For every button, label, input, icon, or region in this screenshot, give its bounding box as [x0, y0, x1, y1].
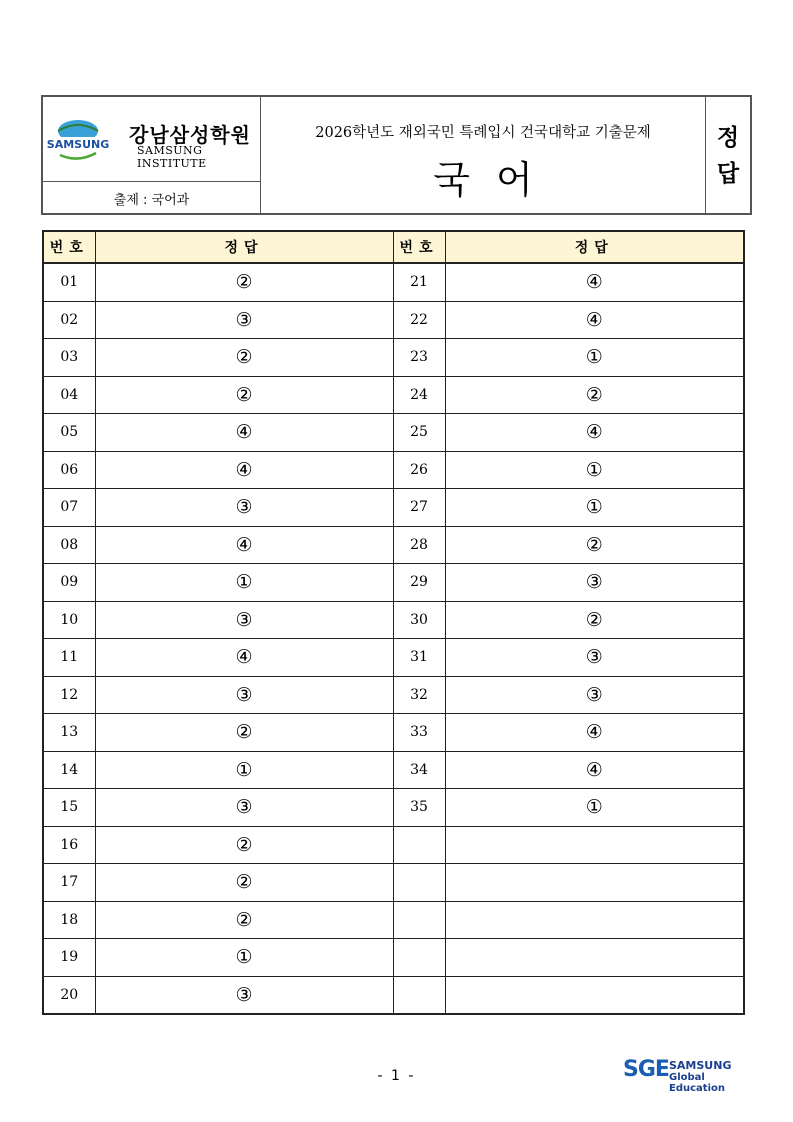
- answer-label-char-1: 정: [716, 125, 740, 151]
- answer: ③: [95, 489, 393, 527]
- question-number: 29: [393, 564, 445, 602]
- answer: [445, 901, 744, 939]
- answer: ①: [445, 451, 744, 489]
- table-row: [43, 526, 744, 564]
- table-row: [43, 826, 744, 864]
- question-number: 18: [43, 901, 95, 939]
- subject-title: 국어: [433, 158, 559, 202]
- answer: ②: [95, 864, 393, 902]
- answer: [445, 826, 744, 864]
- answer: ③: [445, 676, 744, 714]
- answer: [445, 939, 744, 977]
- answer: ④: [95, 526, 393, 564]
- exam-header: [41, 95, 752, 215]
- table-row: [43, 489, 744, 527]
- question-number: 20: [43, 976, 95, 1014]
- table-row: [43, 451, 744, 489]
- question-number: [393, 976, 445, 1014]
- column-header-answer-right: 정답: [445, 231, 744, 263]
- answer-key-label: [706, 97, 750, 215]
- answer: ④: [95, 639, 393, 677]
- question-number: 30: [393, 601, 445, 639]
- table-row: [43, 414, 744, 452]
- question-number: 10: [43, 601, 95, 639]
- question-number: 01: [43, 263, 95, 301]
- answer-rows: [43, 263, 744, 1014]
- table-row: [43, 676, 744, 714]
- answer: ①: [95, 564, 393, 602]
- sge-brand-line-1: SAMSUNG: [669, 1059, 732, 1072]
- question-number: 09: [43, 564, 95, 602]
- answer: ④: [445, 751, 744, 789]
- table-row: [43, 789, 744, 827]
- question-number: 17: [43, 864, 95, 902]
- page-number: - 1 -: [377, 1068, 416, 1084]
- question-number: 14: [43, 751, 95, 789]
- answer: ①: [95, 939, 393, 977]
- answer: ②: [445, 376, 744, 414]
- table-row: [43, 976, 744, 1014]
- question-number: 21: [393, 263, 445, 301]
- question-number: [393, 864, 445, 902]
- institute-logo-cell: [43, 97, 261, 182]
- answer: ③: [95, 976, 393, 1014]
- table-row: [43, 339, 744, 377]
- answer-label-char-2: 답: [716, 161, 740, 187]
- answer: ③: [445, 639, 744, 677]
- table-row: [43, 751, 744, 789]
- sge-logo: [623, 1057, 753, 1094]
- question-number: 02: [43, 301, 95, 339]
- question-number: [393, 901, 445, 939]
- author-label: 출제 : 국어과: [43, 182, 261, 215]
- table-row: [43, 901, 744, 939]
- table-row: [43, 376, 744, 414]
- table-row: [43, 601, 744, 639]
- question-number: 11: [43, 639, 95, 677]
- answer: ①: [445, 789, 744, 827]
- table-header-row: [43, 231, 744, 263]
- answer: ②: [445, 601, 744, 639]
- column-header-answer-left: 정답: [95, 231, 393, 263]
- question-number: [393, 939, 445, 977]
- answer: ②: [95, 901, 393, 939]
- question-number: 27: [393, 489, 445, 527]
- question-number: 25: [393, 414, 445, 452]
- question-number: 05: [43, 414, 95, 452]
- exam-title: 2026학년도 재외국민 특례입시 건국대학교 기출문제: [315, 125, 651, 141]
- answer: ④: [95, 451, 393, 489]
- answer: ③: [445, 564, 744, 602]
- question-number: 12: [43, 676, 95, 714]
- answer: ②: [95, 376, 393, 414]
- question-number: [393, 826, 445, 864]
- title-cell: [261, 97, 706, 215]
- answer: ③: [95, 601, 393, 639]
- question-number: 35: [393, 789, 445, 827]
- question-number: 34: [393, 751, 445, 789]
- question-number: 26: [393, 451, 445, 489]
- answer: ③: [95, 789, 393, 827]
- question-number: 19: [43, 939, 95, 977]
- question-number: 06: [43, 451, 95, 489]
- question-number: 33: [393, 714, 445, 752]
- question-number: 22: [393, 301, 445, 339]
- question-number: 03: [43, 339, 95, 377]
- sge-brand-line-2: Global Education: [669, 1072, 725, 1094]
- table-row: [43, 564, 744, 602]
- answer: ②: [95, 263, 393, 301]
- answer-table: [42, 230, 745, 1015]
- institute-name-korean: 강남삼성학원: [129, 123, 251, 147]
- answer: [445, 976, 744, 1014]
- column-header-number-left: 번호: [43, 231, 95, 263]
- question-number: 28: [393, 526, 445, 564]
- question-number: 08: [43, 526, 95, 564]
- question-number: 15: [43, 789, 95, 827]
- institute-name-english: SAMSUNG INSTITUTE: [137, 144, 207, 170]
- answer: ④: [445, 414, 744, 452]
- column-header-number-right: 번호: [393, 231, 445, 263]
- table-row: [43, 263, 744, 301]
- answer: ④: [445, 263, 744, 301]
- table-row: [43, 939, 744, 977]
- answer: ③: [95, 676, 393, 714]
- question-number: 23: [393, 339, 445, 377]
- table-row: [43, 714, 744, 752]
- table-row: [43, 864, 744, 902]
- question-number: 04: [43, 376, 95, 414]
- answer: [445, 864, 744, 902]
- table-row: [43, 639, 744, 677]
- answer: ②: [95, 714, 393, 752]
- answer: ②: [95, 339, 393, 377]
- answer: ②: [445, 526, 744, 564]
- answer: ①: [95, 751, 393, 789]
- answer: ④: [95, 414, 393, 452]
- answer: ④: [445, 714, 744, 752]
- question-number: 16: [43, 826, 95, 864]
- answer: ③: [95, 301, 393, 339]
- question-number: 31: [393, 639, 445, 677]
- table-row: [43, 301, 744, 339]
- answer: ①: [445, 489, 744, 527]
- question-number: 32: [393, 676, 445, 714]
- samsung-institute-logo: [46, 117, 110, 163]
- question-number: 24: [393, 376, 445, 414]
- question-number: 07: [43, 489, 95, 527]
- answer: ②: [95, 826, 393, 864]
- question-number: 13: [43, 714, 95, 752]
- logo-mark-text: SAMSUNG: [46, 138, 110, 151]
- sge-mark: SGE: [623, 1057, 669, 1082]
- answer: ①: [445, 339, 744, 377]
- answer: ④: [445, 301, 744, 339]
